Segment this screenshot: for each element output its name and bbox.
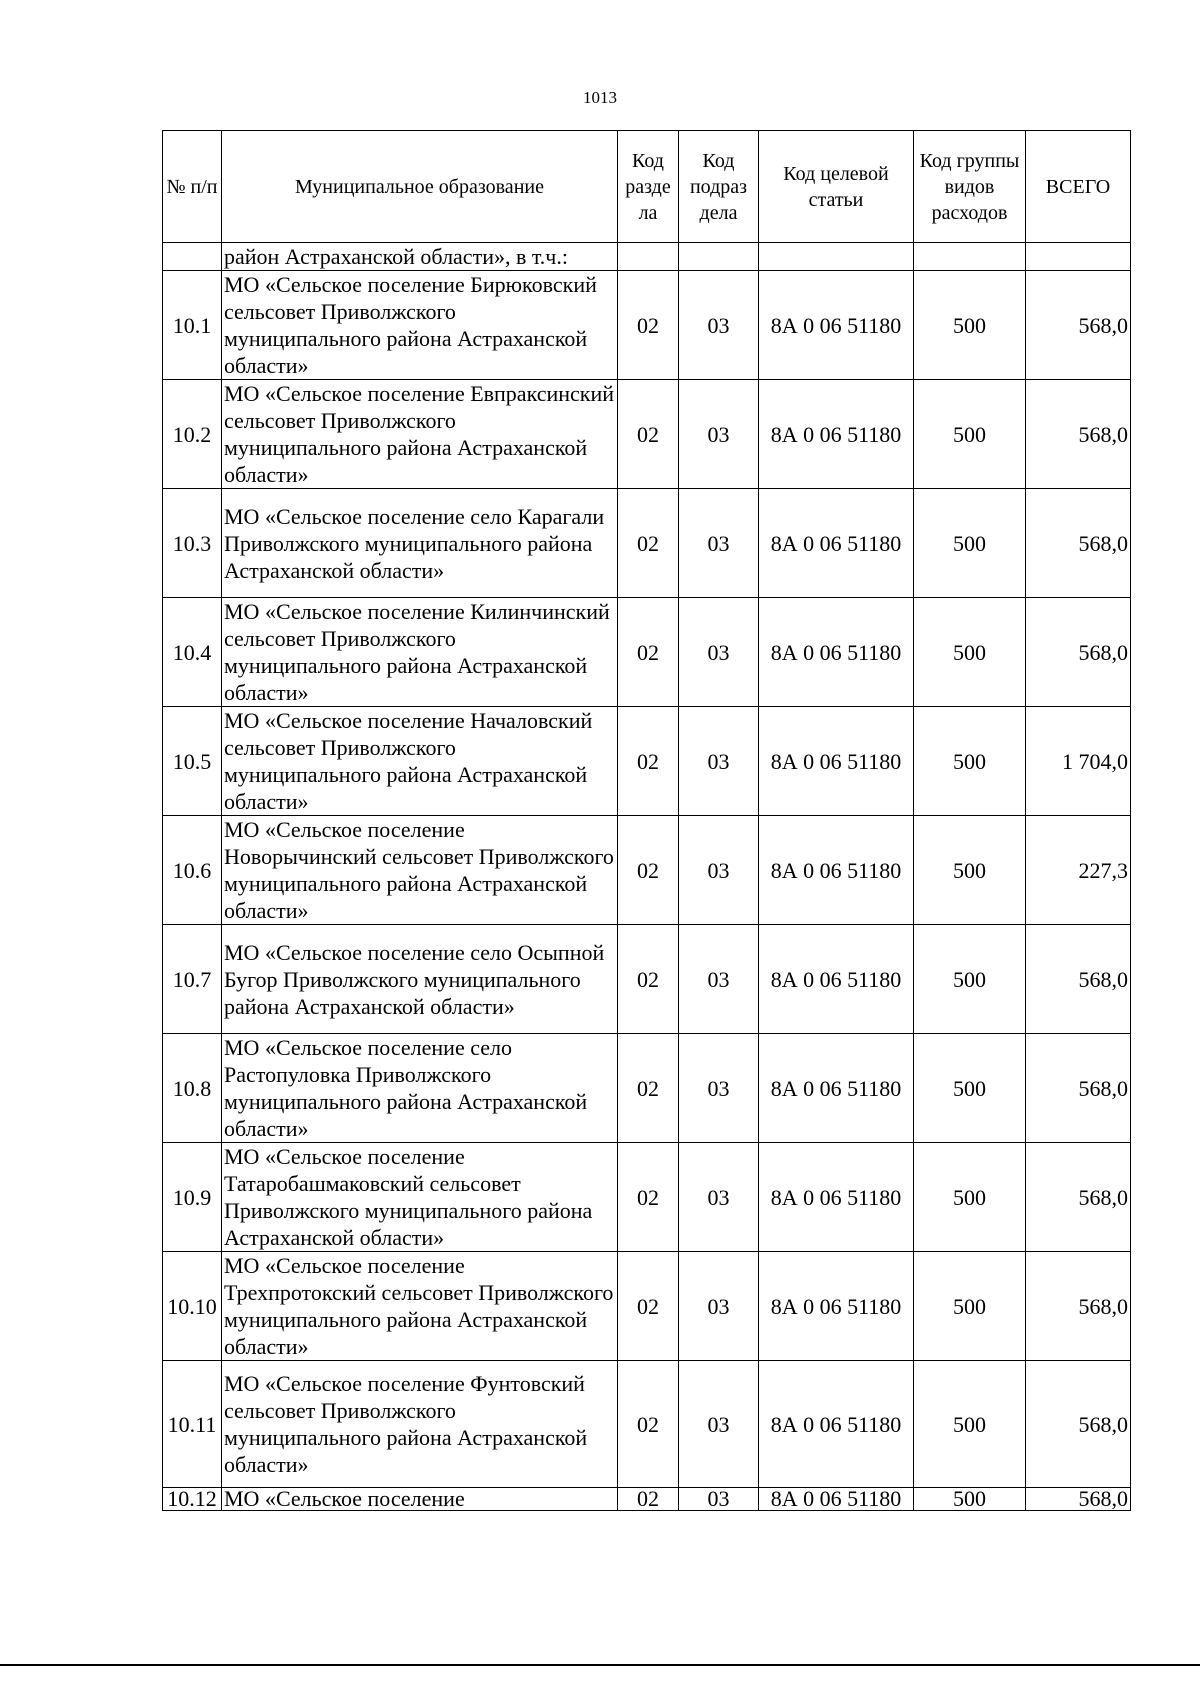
row-razdel: 02 bbox=[618, 816, 679, 925]
row-vr: 500 bbox=[914, 707, 1026, 816]
row-vr: 500 bbox=[914, 1143, 1026, 1252]
table-row bbox=[163, 271, 1131, 380]
row-total: 568,0 bbox=[1026, 489, 1131, 598]
row-razdel: 02 bbox=[618, 1361, 679, 1488]
row-razdel: 02 bbox=[618, 1143, 679, 1252]
row-csr: 8А 0 06 51180 bbox=[759, 1361, 914, 1488]
table-row bbox=[163, 925, 1131, 1034]
row-total: 568,0 bbox=[1026, 925, 1131, 1034]
row-name: МО «Сельское поселение Бирюковский сельсовет Приволжского муниципального района Астраханской области» bbox=[222, 271, 618, 380]
header-vr: Код группы видов расходов bbox=[914, 131, 1026, 243]
table-row bbox=[163, 598, 1131, 707]
row-num: 10.10 bbox=[163, 1252, 222, 1361]
table-row bbox=[163, 707, 1131, 816]
header-total: ВСЕГО bbox=[1026, 131, 1131, 243]
row-csr: 8А 0 06 51180 bbox=[759, 925, 914, 1034]
row-num: 10.9 bbox=[163, 1143, 222, 1252]
row-name: МО «Сельское поселение Трехпротокский сельсовет Приволжского муниципального района Астраханской области» bbox=[222, 1252, 618, 1361]
row-razdel: 02 bbox=[618, 707, 679, 816]
row-razdel: 02 bbox=[618, 925, 679, 1034]
row-vr: 500 bbox=[914, 1361, 1026, 1488]
bottom-rule bbox=[0, 1664, 1200, 1666]
empty-cell bbox=[1026, 243, 1131, 271]
table-row bbox=[163, 1143, 1131, 1252]
header-podrazdel: Код подраз дела bbox=[679, 131, 759, 243]
row-vr: 500 bbox=[914, 925, 1026, 1034]
empty-cell bbox=[759, 243, 914, 271]
row-vr: 500 bbox=[914, 1252, 1026, 1361]
continuation-row bbox=[163, 243, 1131, 271]
row-total: 568,0 bbox=[1026, 1252, 1131, 1361]
row-podrazdel: 03 bbox=[679, 1034, 759, 1143]
row-podrazdel: 03 bbox=[679, 271, 759, 380]
row-podrazdel: 03 bbox=[679, 489, 759, 598]
header-num: № п/п bbox=[163, 131, 222, 243]
continuation-num bbox=[163, 243, 222, 271]
empty-cell bbox=[618, 243, 679, 271]
row-vr: 500 bbox=[914, 1034, 1026, 1143]
row-podrazdel: 03 bbox=[679, 1488, 759, 1511]
row-num: 10.12 bbox=[163, 1488, 222, 1511]
row-name: МО «Сельское поселение bbox=[222, 1488, 618, 1511]
table-row bbox=[163, 1488, 1131, 1511]
row-name: МО «Сельское поселение Татаробашмаковский сельсовет Приволжского муниципального района Астраханской области» bbox=[222, 1143, 618, 1252]
row-name: МО «Сельское поселение Килинчинский сельсовет Приволжского муниципального района Астраханской области» bbox=[222, 598, 618, 707]
empty-cell bbox=[679, 243, 759, 271]
header-csr: Код целевой статьи bbox=[759, 131, 914, 243]
row-num: 10.3 bbox=[163, 489, 222, 598]
row-vr: 500 bbox=[914, 489, 1026, 598]
row-num: 10.6 bbox=[163, 816, 222, 925]
row-name: МО «Сельское поселение село Карагали Приволжского муниципального района Астраханской области» bbox=[222, 489, 618, 598]
row-name: МО «Сельское поселение Евпраксинский сельсовет Приволжского муниципального района Астраханской области» bbox=[222, 380, 618, 489]
row-razdel: 02 bbox=[618, 380, 679, 489]
row-csr: 8А 0 06 51180 bbox=[759, 271, 914, 380]
row-num: 10.4 bbox=[163, 598, 222, 707]
table-row bbox=[163, 1361, 1131, 1488]
row-total: 1 704,0 bbox=[1026, 707, 1131, 816]
row-csr: 8А 0 06 51180 bbox=[759, 707, 914, 816]
row-podrazdel: 03 bbox=[679, 1361, 759, 1488]
row-name: МО «Сельское поселение Новорычинский сельсовет Приволжского муниципального района Астраханской области» bbox=[222, 816, 618, 925]
row-name: МО «Сельское поселение село Осыпной Бугор Приволжского муниципального района Астраханской области» bbox=[222, 925, 618, 1034]
row-podrazdel: 03 bbox=[679, 380, 759, 489]
row-total: 568,0 bbox=[1026, 1143, 1131, 1252]
row-podrazdel: 03 bbox=[679, 598, 759, 707]
row-name: МО «Сельское поселение село Растопуловка Приволжского муниципального района Астраханской области» bbox=[222, 1034, 618, 1143]
row-csr: 8А 0 06 51180 bbox=[759, 1252, 914, 1361]
row-total: 568,0 bbox=[1026, 380, 1131, 489]
row-razdel: 02 bbox=[618, 1034, 679, 1143]
row-csr: 8А 0 06 51180 bbox=[759, 380, 914, 489]
row-total: 227,3 bbox=[1026, 816, 1131, 925]
row-csr: 8А 0 06 51180 bbox=[759, 1034, 914, 1143]
row-podrazdel: 03 bbox=[679, 1143, 759, 1252]
row-podrazdel: 03 bbox=[679, 1252, 759, 1361]
row-num: 10.8 bbox=[163, 1034, 222, 1143]
header-razdel: Код разде ла bbox=[618, 131, 679, 243]
row-podrazdel: 03 bbox=[679, 925, 759, 1034]
row-num: 10.2 bbox=[163, 380, 222, 489]
row-vr: 500 bbox=[914, 598, 1026, 707]
table-row bbox=[163, 816, 1131, 925]
row-vr: 500 bbox=[914, 816, 1026, 925]
row-name: МО «Сельское поселение Началовский сельсовет Приволжского муниципального района Астраханской области» bbox=[222, 707, 618, 816]
row-num: 10.11 bbox=[163, 1361, 222, 1488]
table-row bbox=[163, 1034, 1131, 1143]
page-number: 1013 bbox=[583, 88, 617, 107]
row-num: 10.1 bbox=[163, 271, 222, 380]
row-total: 568,0 bbox=[1026, 271, 1131, 380]
row-total: 568,0 bbox=[1026, 1034, 1131, 1143]
row-vr: 500 bbox=[914, 271, 1026, 380]
row-razdel: 02 bbox=[618, 489, 679, 598]
budget-table bbox=[162, 130, 1131, 1511]
row-total: 568,0 bbox=[1026, 598, 1131, 707]
row-vr: 500 bbox=[914, 380, 1026, 489]
row-total: 568,0 bbox=[1026, 1361, 1131, 1488]
continuation-text: район Астраханской области», в т.ч.: bbox=[222, 243, 618, 271]
row-num: 10.5 bbox=[163, 707, 222, 816]
row-csr: 8А 0 06 51180 bbox=[759, 489, 914, 598]
row-razdel: 02 bbox=[618, 271, 679, 380]
table-row bbox=[163, 380, 1131, 489]
table-header-row bbox=[163, 131, 1131, 243]
empty-cell bbox=[914, 243, 1026, 271]
row-csr: 8А 0 06 51180 bbox=[759, 598, 914, 707]
row-vr: 500 bbox=[914, 1488, 1026, 1511]
row-csr: 8А 0 06 51180 bbox=[759, 1488, 914, 1511]
table-row bbox=[163, 489, 1131, 598]
table-row bbox=[163, 1252, 1131, 1361]
row-podrazdel: 03 bbox=[679, 816, 759, 925]
header-name: Муниципальное образование bbox=[222, 131, 618, 243]
row-podrazdel: 03 bbox=[679, 707, 759, 816]
row-num: 10.7 bbox=[163, 925, 222, 1034]
row-razdel: 02 bbox=[618, 1488, 679, 1511]
row-razdel: 02 bbox=[618, 1252, 679, 1361]
row-csr: 8А 0 06 51180 bbox=[759, 1143, 914, 1252]
row-csr: 8А 0 06 51180 bbox=[759, 816, 914, 925]
row-name: МО «Сельское поселение Фунтовский сельсовет Приволжского муниципального района Астраханской области» bbox=[222, 1361, 618, 1488]
row-razdel: 02 bbox=[618, 598, 679, 707]
row-total: 568,0 bbox=[1026, 1488, 1131, 1511]
